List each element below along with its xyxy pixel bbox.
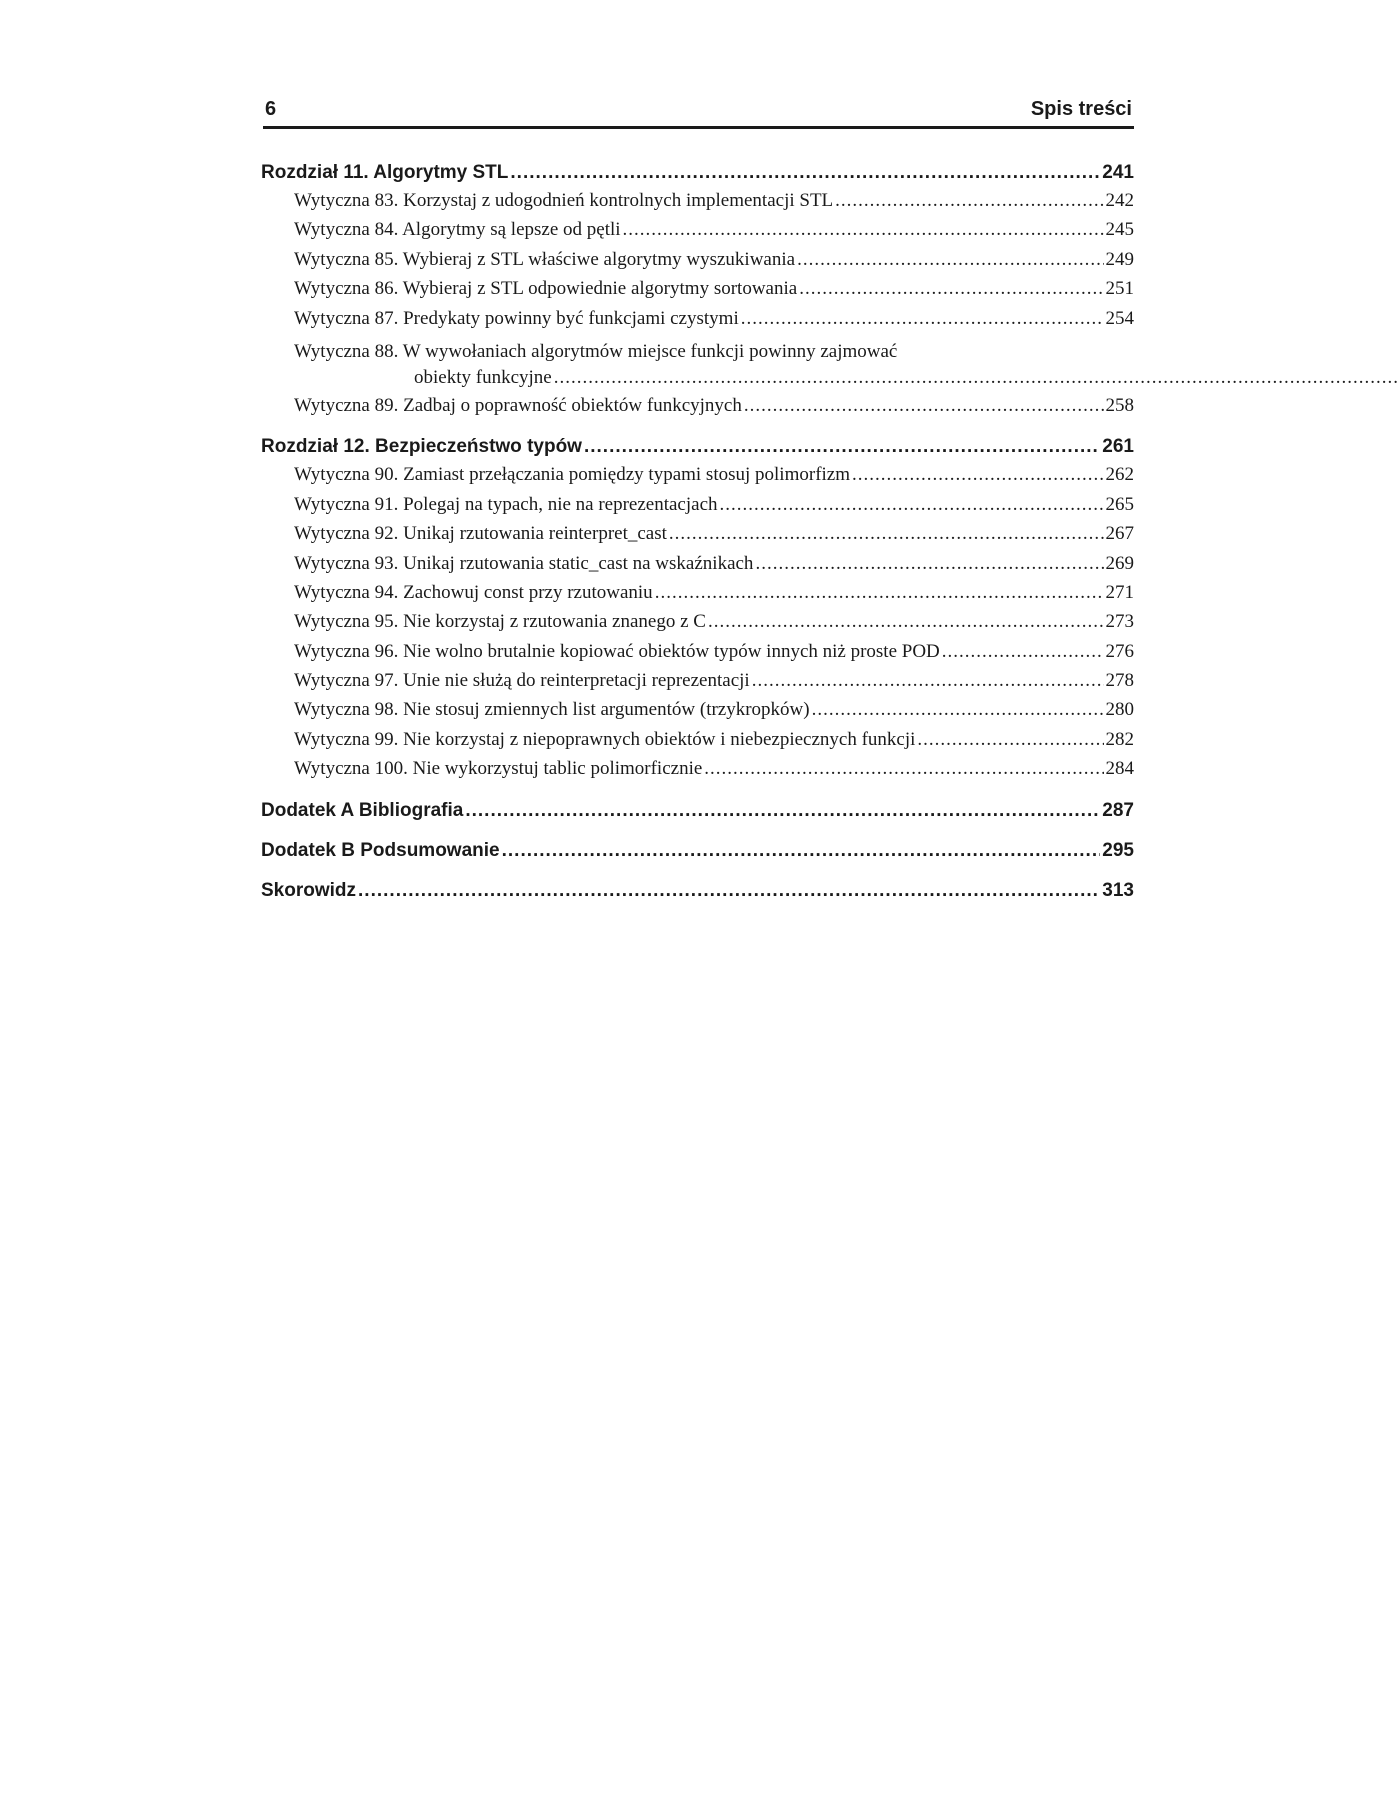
entry-label: Wytyczna 87. Predykaty powinny być funkcjami czystymi: [294, 307, 739, 329]
chapter-label: Dodatek A Bibliografia: [261, 799, 464, 821]
entry-label-continued: obiekty funkcyjne: [414, 366, 552, 388]
entry-label: Wytyczna 90. Zamiast przełączania pomiędzy typami stosuj polimorfizm: [294, 464, 851, 486]
page-number: 6: [265, 98, 277, 120]
chapter-page: 287: [1102, 799, 1134, 821]
leader-dots: [942, 637, 1104, 666]
toc-entry[interactable]: [261, 754, 1134, 783]
entry-label: Wytyczna 99. Nie korzystaj z niepoprawnych obiektów i niebezpiecznych funkcji: [294, 728, 916, 750]
entry-label: Wytyczna 84. Algorytmy są lepsze od pętli: [294, 219, 621, 241]
entry-page: 262: [1105, 464, 1134, 486]
toc-appendix-b[interactable]: [261, 838, 1134, 864]
entry-page: 254: [1105, 307, 1134, 329]
entry-page: 276: [1105, 640, 1134, 662]
toc-entry[interactable]: [261, 274, 1134, 303]
table-of-contents: [261, 160, 1134, 904]
entry-label: Wytyczna 98. Nie stosuj zmiennych list argumentów (trzykropków): [294, 699, 810, 721]
entry-label: Wytyczna 93. Unikaj rzutowania static_cast na wskaźnikach: [294, 552, 754, 574]
leader-dots: [752, 666, 1104, 695]
entry-page: 269: [1105, 552, 1134, 574]
leader-dots: [708, 607, 1104, 636]
entry-page: 265: [1105, 493, 1134, 515]
entry-label: Wytyczna 89. Zadbaj o poprawność obiektów funkcyjnych: [294, 394, 742, 416]
entry-label: Wytyczna 83. Korzystaj z udogodnień kontrolnych implementacji STL: [294, 190, 834, 211]
leader-dots: [744, 391, 1104, 420]
toc-entry[interactable]: [261, 549, 1134, 578]
toc-entry[interactable]: [261, 725, 1134, 754]
toc-entry[interactable]: [261, 666, 1134, 695]
entry-page: 258: [1105, 394, 1134, 416]
leader-dots: [741, 304, 1104, 333]
entry-label: Wytyczna 92. Unikaj rzutowania reinterpret_cast: [294, 523, 667, 545]
entry-page: 242: [1105, 190, 1134, 211]
toc-index[interactable]: [261, 878, 1134, 904]
toc-entry[interactable]: [261, 637, 1134, 666]
chapter-label: Rozdział 11. Algorytmy STL: [261, 162, 509, 183]
toc-chapter-12[interactable]: [261, 434, 1134, 460]
entry-page: 282: [1105, 728, 1134, 750]
leader-dots: [755, 549, 1103, 578]
entry-label: Wytyczna 94. Zachowuj const przy rzutowaniu: [294, 581, 653, 603]
chapter-page: 295: [1102, 839, 1134, 861]
entry-label: Wytyczna 91. Polegaj na typach, nie na reprezentacjach: [294, 493, 718, 515]
toc-entry[interactable]: [261, 607, 1134, 636]
leader-dots: [584, 434, 1100, 460]
leader-dots: [852, 460, 1103, 489]
leader-dots: [502, 838, 1101, 864]
toc-entry[interactable]: [261, 519, 1134, 548]
toc-entry[interactable]: [261, 304, 1134, 333]
leader-dots: [812, 695, 1104, 724]
toc-entry[interactable]: [261, 695, 1134, 724]
leader-dots: [655, 578, 1104, 607]
toc-chapter-11[interactable]: [261, 160, 1134, 186]
leader-dots: [465, 798, 1100, 824]
leader-dots: [797, 245, 1103, 274]
leader-dots: [799, 274, 1103, 303]
entry-label: Wytyczna 88. W wywołaniach algorytmów miejsce funkcji powinny zajmować: [294, 340, 898, 362]
toc-entry[interactable]: [261, 215, 1134, 244]
entry-page: 267: [1105, 523, 1134, 545]
running-header: [263, 96, 1134, 129]
leader-dots: [669, 519, 1104, 548]
leader-dots: [917, 725, 1103, 754]
toc-entry[interactable]: [261, 245, 1134, 274]
chapter-label: Dodatek B Podsumowanie: [261, 839, 500, 861]
toc-appendix-a[interactable]: [261, 798, 1134, 824]
toc-entry[interactable]: [261, 578, 1134, 607]
leader-dots: [835, 186, 1103, 215]
entry-label: Wytyczna 96. Nie wolno brutalnie kopiować obiektów typów innych niż proste POD: [294, 640, 940, 662]
leader-dots: [704, 754, 1103, 783]
entry-page: 278: [1105, 670, 1134, 692]
leader-dots: [720, 490, 1104, 519]
toc-entry[interactable]: [261, 186, 1134, 215]
chapter-page: 313: [1102, 879, 1134, 901]
leader-dots: [554, 365, 1400, 391]
toc-entry[interactable]: [261, 391, 1134, 420]
entry-page: 245: [1105, 219, 1134, 241]
entry-page: 273: [1105, 611, 1134, 633]
toc-entry[interactable]: [261, 490, 1134, 519]
chapter-label: Rozdział 12. Bezpieczeństwo typów: [261, 436, 582, 458]
leader-dots: [510, 160, 1100, 186]
entry-page: 271: [1105, 581, 1134, 603]
toc-entry[interactable]: [261, 333, 1134, 391]
leader-dots: [623, 215, 1104, 244]
entry-page: 249: [1105, 248, 1134, 270]
entry-label: Wytyczna 97. Unie nie służą do reinterpretacji reprezentacji: [294, 670, 750, 692]
chapter-page: 261: [1102, 436, 1134, 458]
chapter-label: Skorowidz: [261, 879, 357, 901]
chapter-page: 241: [1102, 162, 1134, 183]
entry-label: Wytyczna 100. Nie wykorzystuj tablic polimorficznie: [294, 758, 703, 780]
entry-page: 251: [1105, 278, 1134, 300]
entry-label: Wytyczna 86. Wybieraj z STL odpowiednie algorytmy sortowania: [294, 278, 798, 300]
entry-page: 284: [1105, 758, 1134, 780]
entry-label: Wytyczna 85. Wybieraj z STL właściwe algorytmy wyszukiwania: [294, 248, 796, 270]
entry-label: Wytyczna 95. Nie korzystaj z rzutowania znanego z C: [294, 611, 706, 633]
leader-dots: [358, 878, 1100, 904]
header-title: Spis treści: [1030, 98, 1132, 120]
entry-page: 280: [1105, 699, 1134, 721]
toc-entry[interactable]: [261, 460, 1134, 489]
